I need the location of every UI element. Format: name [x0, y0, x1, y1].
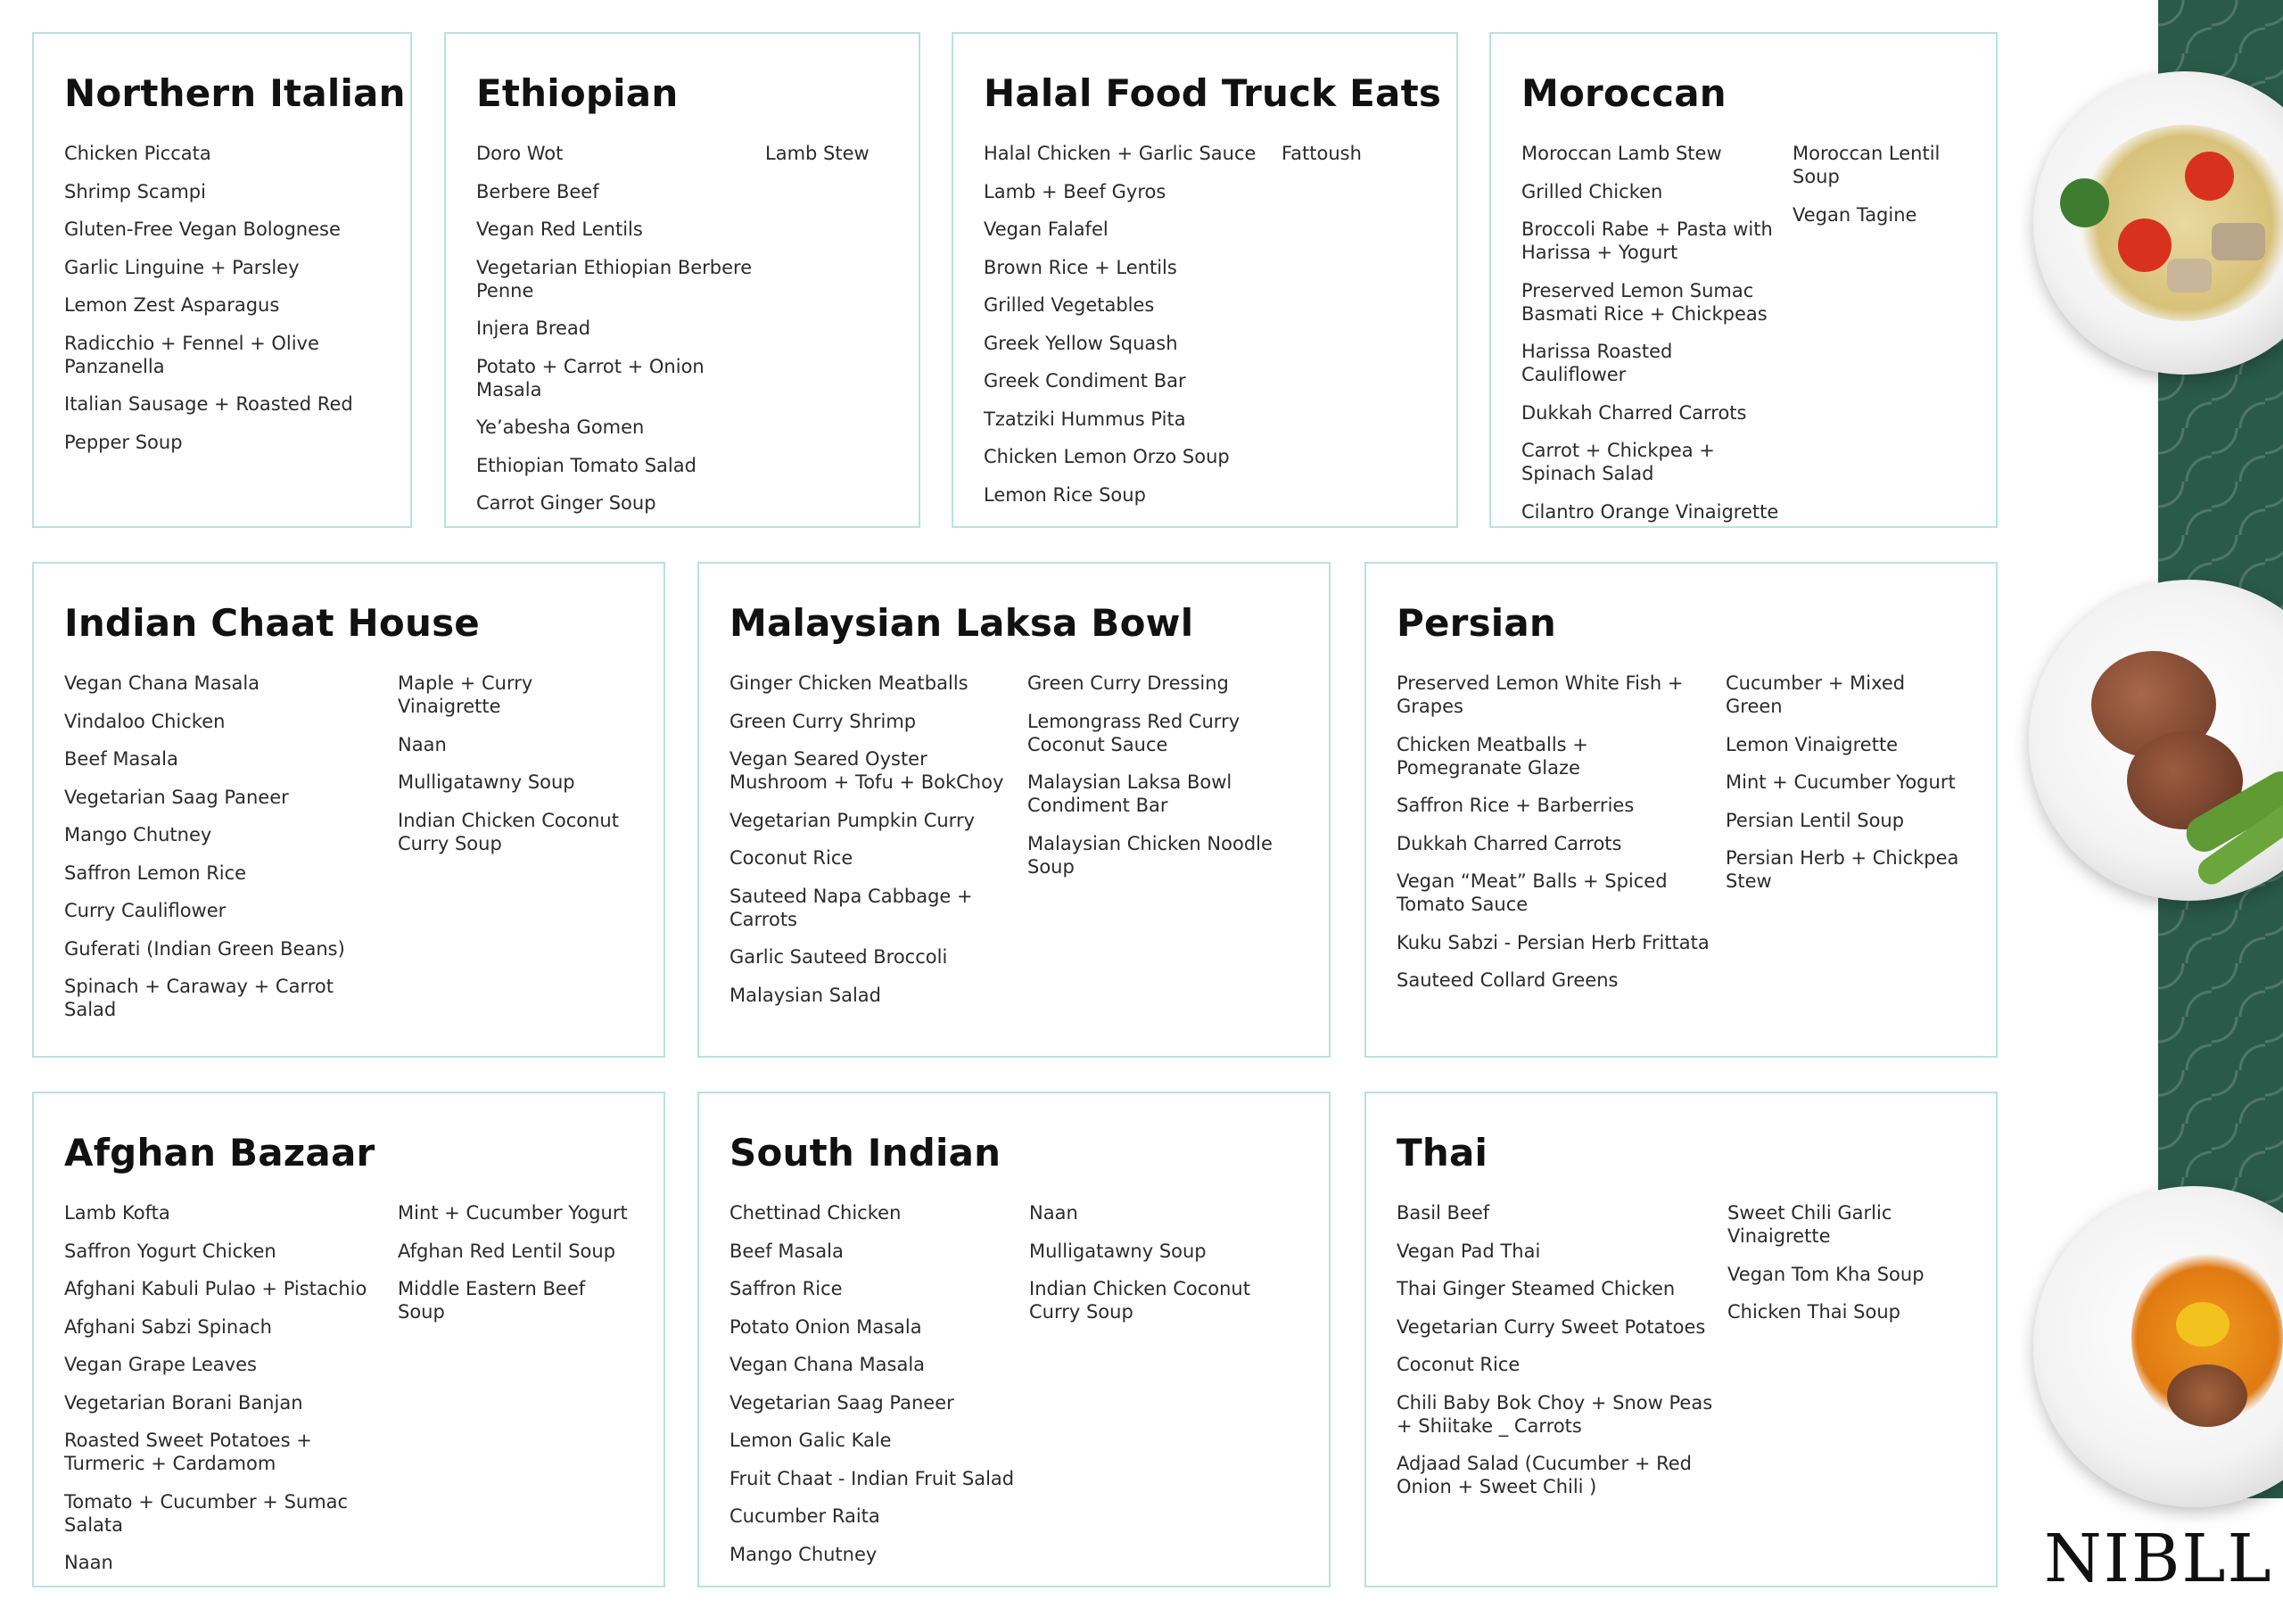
cuisine-title: Indian Chaat House: [64, 601, 480, 645]
dish-item: Green Curry Shrimp: [729, 710, 917, 732]
menu-card-indian-chaat-house: [32, 562, 665, 1058]
dish-item: Lamb + Beef Gyros: [984, 180, 1166, 202]
dish-item: Beef Masala: [729, 1240, 844, 1262]
dish-item: Garlic Sauteed Broccoli: [729, 946, 948, 968]
dish-item: Afghani Kabuli Pulao + Pistachio: [64, 1278, 367, 1299]
menu-card-northern-italian: [32, 32, 412, 528]
dish-item: Vegetarian Pumpkin Curry: [729, 809, 975, 831]
dish-item: Middle Eastern Beef Soup: [398, 1278, 586, 1323]
cuisine-title: Ethiopian: [476, 71, 679, 115]
dish-item: Vindaloo Chicken: [64, 710, 226, 732]
dish-item: Vegan Pad Thai: [1397, 1240, 1541, 1262]
menu-card-malaysian-laksa-bowl: [697, 562, 1331, 1058]
dish-item: Vegetarian Borani Banjan: [64, 1391, 303, 1414]
sauce-plate-image: [2033, 1186, 2283, 1507]
dish-item: Saffron Lemon Rice: [64, 861, 247, 884]
dish-columns: [729, 1201, 1298, 1580]
dish-item: Lemon Rice Soup: [984, 483, 1146, 506]
dish-column: [729, 1201, 1029, 1580]
dish-item: Injera Bread: [476, 317, 591, 339]
dish-item: Fattoush: [1282, 143, 1362, 164]
dish-item: Naan: [64, 1552, 113, 1573]
dish-item: Sweet Chili Garlic Vinaigrette: [1727, 1202, 1892, 1247]
dish-item: Chicken Meatballs + Pomegranate Glaze: [1397, 733, 1588, 779]
dish-item: Mango Chutney: [729, 1543, 878, 1565]
dish-item: Curry Cauliflower: [64, 900, 227, 921]
dish-item: Preserved Lemon Sumac Basmati Rice + Chickpeas: [1521, 279, 1768, 325]
dish-column: [984, 142, 1282, 521]
dish-item: Tzatziki Hummus Pita: [984, 408, 1186, 430]
dish-column: [765, 142, 888, 180]
dish-item: Mulligatawny Soup: [1029, 1240, 1207, 1262]
dish-columns: [1521, 142, 1966, 538]
dish-column: [1726, 672, 1966, 908]
dish-item: Potato Onion Masala: [729, 1315, 922, 1338]
dish-item: Lamb Stew: [765, 143, 870, 164]
dish-columns: [64, 672, 633, 1036]
dish-item: Malaysian Chicken Noodle Soup: [1027, 832, 1273, 878]
dish-column: [398, 672, 633, 870]
dish-item: Vegan Grape Leaves: [64, 1354, 257, 1375]
cuisine-title: South Indian: [729, 1131, 1001, 1175]
dish-item: Brown Rice + Lentils: [984, 256, 1177, 278]
dish-item: Ethiopian Tomato Salad: [476, 454, 696, 476]
dish-item: Chettinad Chicken: [729, 1202, 902, 1224]
menu-card-afghan-bazaar: [32, 1092, 665, 1587]
dish-item: Broccoli Rabe + Pasta with Harissa + Yogurt: [1521, 218, 1773, 263]
dish-item: Grilled Chicken: [1521, 180, 1663, 202]
dish-item: Saffron Rice + Barberries: [1397, 795, 1635, 816]
dish-item: Carrot + Chickpea + Spinach Salad: [1521, 440, 1715, 484]
dish-item: Mango Chutney: [64, 824, 212, 845]
cuisine-title: Persian: [1397, 601, 1557, 645]
menu-card-thai: [1364, 1092, 1998, 1587]
dish-item: Naan: [1029, 1202, 1078, 1224]
dish-item: Kuku Sabzi - Persian Herb Frittata: [1397, 931, 1710, 953]
dish-item: Green Curry Dressing: [1027, 672, 1229, 694]
dish-item: Coconut Rice: [1397, 1354, 1521, 1375]
dish-item: Vegan Red Lentils: [476, 218, 643, 240]
dish-item: Vegetarian Curry Sweet Potatoes: [1397, 1315, 1706, 1338]
dish-item: Fruit Chaat - Indian Fruit Salad: [729, 1467, 1015, 1489]
dish-item: Guferati (Indian Green Beans): [64, 937, 345, 960]
cuisine-title: Afghan Bazaar: [64, 1131, 375, 1175]
dish-item: Doro Wot: [476, 143, 564, 164]
dish-item: Preserved Lemon White Fish + Grapes: [1397, 672, 1684, 717]
dish-item: Tomato + Cucumber + Sumac Salata: [64, 1490, 349, 1536]
dish-columns: [476, 142, 888, 530]
dish-item: Potato + Carrot + Onion Masala: [476, 355, 705, 400]
dish-item: Cilantro Orange Vinaigrette: [1521, 500, 1779, 523]
dish-column: [729, 672, 1027, 1021]
menu-card-moroccan: [1489, 32, 1998, 528]
dish-item: Afghani Sabzi Spinach: [64, 1315, 272, 1338]
dish-item: Malaysian Laksa Bowl Condiment Bar: [1027, 771, 1232, 816]
dish-item: Lemongrass Red Curry Coconut Sauce: [1027, 710, 1240, 755]
dish-item: Chicken Piccata: [64, 143, 211, 164]
dish-item: Pepper Soup: [64, 431, 183, 453]
dish-columns: [984, 142, 1426, 521]
dish-item: Harissa Roasted Cauliflower: [1521, 341, 1673, 385]
dish-item: Indian Chicken Coconut Curry Soup: [1029, 1278, 1250, 1323]
dish-column: [64, 1201, 398, 1589]
dish-item: Persian Lentil Soup: [1726, 809, 1905, 831]
dish-item: Adjaad Salad (Cucumber + Red Onion + Sweet Chili ): [1397, 1453, 1693, 1497]
dish-item: Greek Condiment Bar: [984, 370, 1186, 392]
dish-item: Afghan Red Lentil Soup: [398, 1240, 616, 1262]
dish-item: Vegan Seared Oyster Mushroom + Tofu + BokChoy: [729, 748, 1004, 793]
dish-item: Vegan Tom Kha Soup: [1727, 1263, 1924, 1285]
dish-item: Maple + Curry Vinaigrette: [398, 672, 533, 717]
dish-item: Greek Yellow Squash: [984, 332, 1178, 354]
dish-columns: [1397, 1201, 1966, 1513]
pasta-plate-image: [2033, 71, 2283, 375]
dish-item: Cucumber Raita: [729, 1505, 880, 1527]
dish-item: Sauteed Napa Cabbage + Carrots: [729, 885, 973, 930]
cuisine-title: Thai: [1397, 1131, 1488, 1175]
dish-columns: [729, 672, 1298, 1021]
dish-column: [1521, 142, 1793, 538]
dish-column: [64, 142, 380, 468]
dish-item: Persian Herb + Chickpea Stew: [1726, 847, 1959, 892]
dish-item: Lamb Kofta: [64, 1202, 170, 1224]
dish-item: Vegan Tagine: [1793, 203, 1917, 226]
dish-item: Vegetarian Saag Paneer: [729, 1391, 954, 1414]
dish-column: [1397, 672, 1726, 1007]
dish-item: Basil Beef: [1397, 1202, 1490, 1224]
dish-column: [1793, 142, 1966, 241]
cuisine-title: Northern Italian: [64, 71, 406, 115]
dish-item: Vegan Falafel: [984, 218, 1109, 240]
dish-item: Mint + Cucumber Yogurt: [1726, 771, 1956, 793]
dish-item: Chicken Lemon Orzo Soup: [984, 446, 1230, 467]
cuisine-title: Malaysian Laksa Bowl: [729, 601, 1194, 645]
dish-column: [476, 142, 765, 530]
dish-columns: [1397, 672, 1966, 1007]
dish-item: Ye’abesha Gomen: [476, 416, 645, 438]
cuisine-title: Halal Food Truck Eats: [984, 71, 1442, 115]
dish-item: Moroccan Lamb Stew: [1521, 143, 1722, 164]
dish-item: Cucumber + Mixed Green: [1726, 672, 1906, 717]
dish-item: Garlic Linguine + Parsley: [64, 256, 300, 278]
dish-item: Dukkah Charred Carrots: [1521, 401, 1747, 424]
dish-item: Halal Chicken + Garlic Sauce: [984, 143, 1257, 164]
dish-item: Saffron Rice: [729, 1278, 843, 1299]
dish-item: Gluten-Free Vegan Bolognese: [64, 218, 341, 240]
dish-item: Saffron Yogurt Chicken: [64, 1240, 276, 1262]
brand-logo: NIBLL: [2044, 1521, 2273, 1597]
dish-item: Beef Masala: [64, 748, 178, 770]
dish-item: Vegan “Meat” Balls + Spiced Tomato Sauce: [1397, 870, 1668, 915]
dish-item: Roasted Sweet Potatoes + Turmeric + Cardamom: [64, 1430, 312, 1474]
dish-columns: [64, 142, 380, 468]
menu-card-halal-food-truck-eats: [952, 32, 1458, 528]
dish-item: Carrot Ginger Soup: [476, 492, 656, 514]
dish-item: Mint + Cucumber Yogurt: [398, 1202, 628, 1224]
dish-item: Berbere Beef: [476, 180, 599, 202]
dish-item: Lemon Galic Kale: [729, 1430, 892, 1451]
dish-item: Chili Baby Bok Choy + Snow Peas + Shiitake _ Carrots: [1397, 1391, 1713, 1437]
dish-column: [1397, 1201, 1727, 1513]
dish-item: Mulligatawny Soup: [398, 771, 575, 793]
dish-item: Sauteed Collard Greens: [1397, 969, 1619, 991]
dish-column: [1282, 142, 1426, 180]
dish-item: Dukkah Charred Carrots: [1397, 832, 1622, 854]
dish-item: Shrimp Scampi: [64, 180, 206, 202]
dish-item: Vegetarian Ethiopian Berbere Penne: [476, 256, 753, 301]
menu-card-ethiopian: [444, 32, 920, 528]
dish-item: Radicchio + Fennel + Olive Panzanella: [64, 332, 319, 377]
dish-item: Vegan Chana Masala: [729, 1354, 926, 1375]
menu-card-south-indian: [697, 1092, 1331, 1587]
dish-item: Grilled Vegetables: [984, 294, 1155, 316]
dish-item: Naan: [398, 733, 447, 755]
dish-item: Ginger Chicken Meatballs: [729, 672, 968, 694]
dish-column: [1727, 1201, 1966, 1339]
steak-plate-image: [2029, 580, 2283, 901]
dish-item: Lemon Zest Asparagus: [64, 294, 280, 316]
dish-item: Chicken Thai Soup: [1727, 1301, 1901, 1323]
dish-item: Lemon Vinaigrette: [1726, 733, 1899, 755]
dish-item: Coconut Rice: [729, 847, 853, 869]
menu-card-persian: [1364, 562, 1998, 1058]
dish-item: Spinach + Caraway + Carrot Salad: [64, 976, 334, 1020]
cuisine-title: Moroccan: [1521, 71, 1727, 115]
dish-item: Indian Chicken Coconut Curry Soup: [398, 809, 619, 854]
dish-columns: [64, 1201, 633, 1589]
dish-column: [1029, 1201, 1298, 1339]
dish-item: Italian Sausage + Roasted Red: [64, 393, 353, 415]
dish-item: Moroccan Lentil Soup: [1793, 143, 1941, 187]
dish-column: [1027, 672, 1298, 893]
dish-item: Vegan Chana Masala: [64, 672, 260, 694]
dish-item: Thai Ginger Steamed Chicken: [1397, 1278, 1676, 1299]
dish-column: [64, 672, 398, 1036]
dish-column: [398, 1201, 633, 1339]
dish-item: Malaysian Salad: [729, 984, 881, 1006]
dish-item: Vegetarian Saag Paneer: [64, 786, 289, 808]
